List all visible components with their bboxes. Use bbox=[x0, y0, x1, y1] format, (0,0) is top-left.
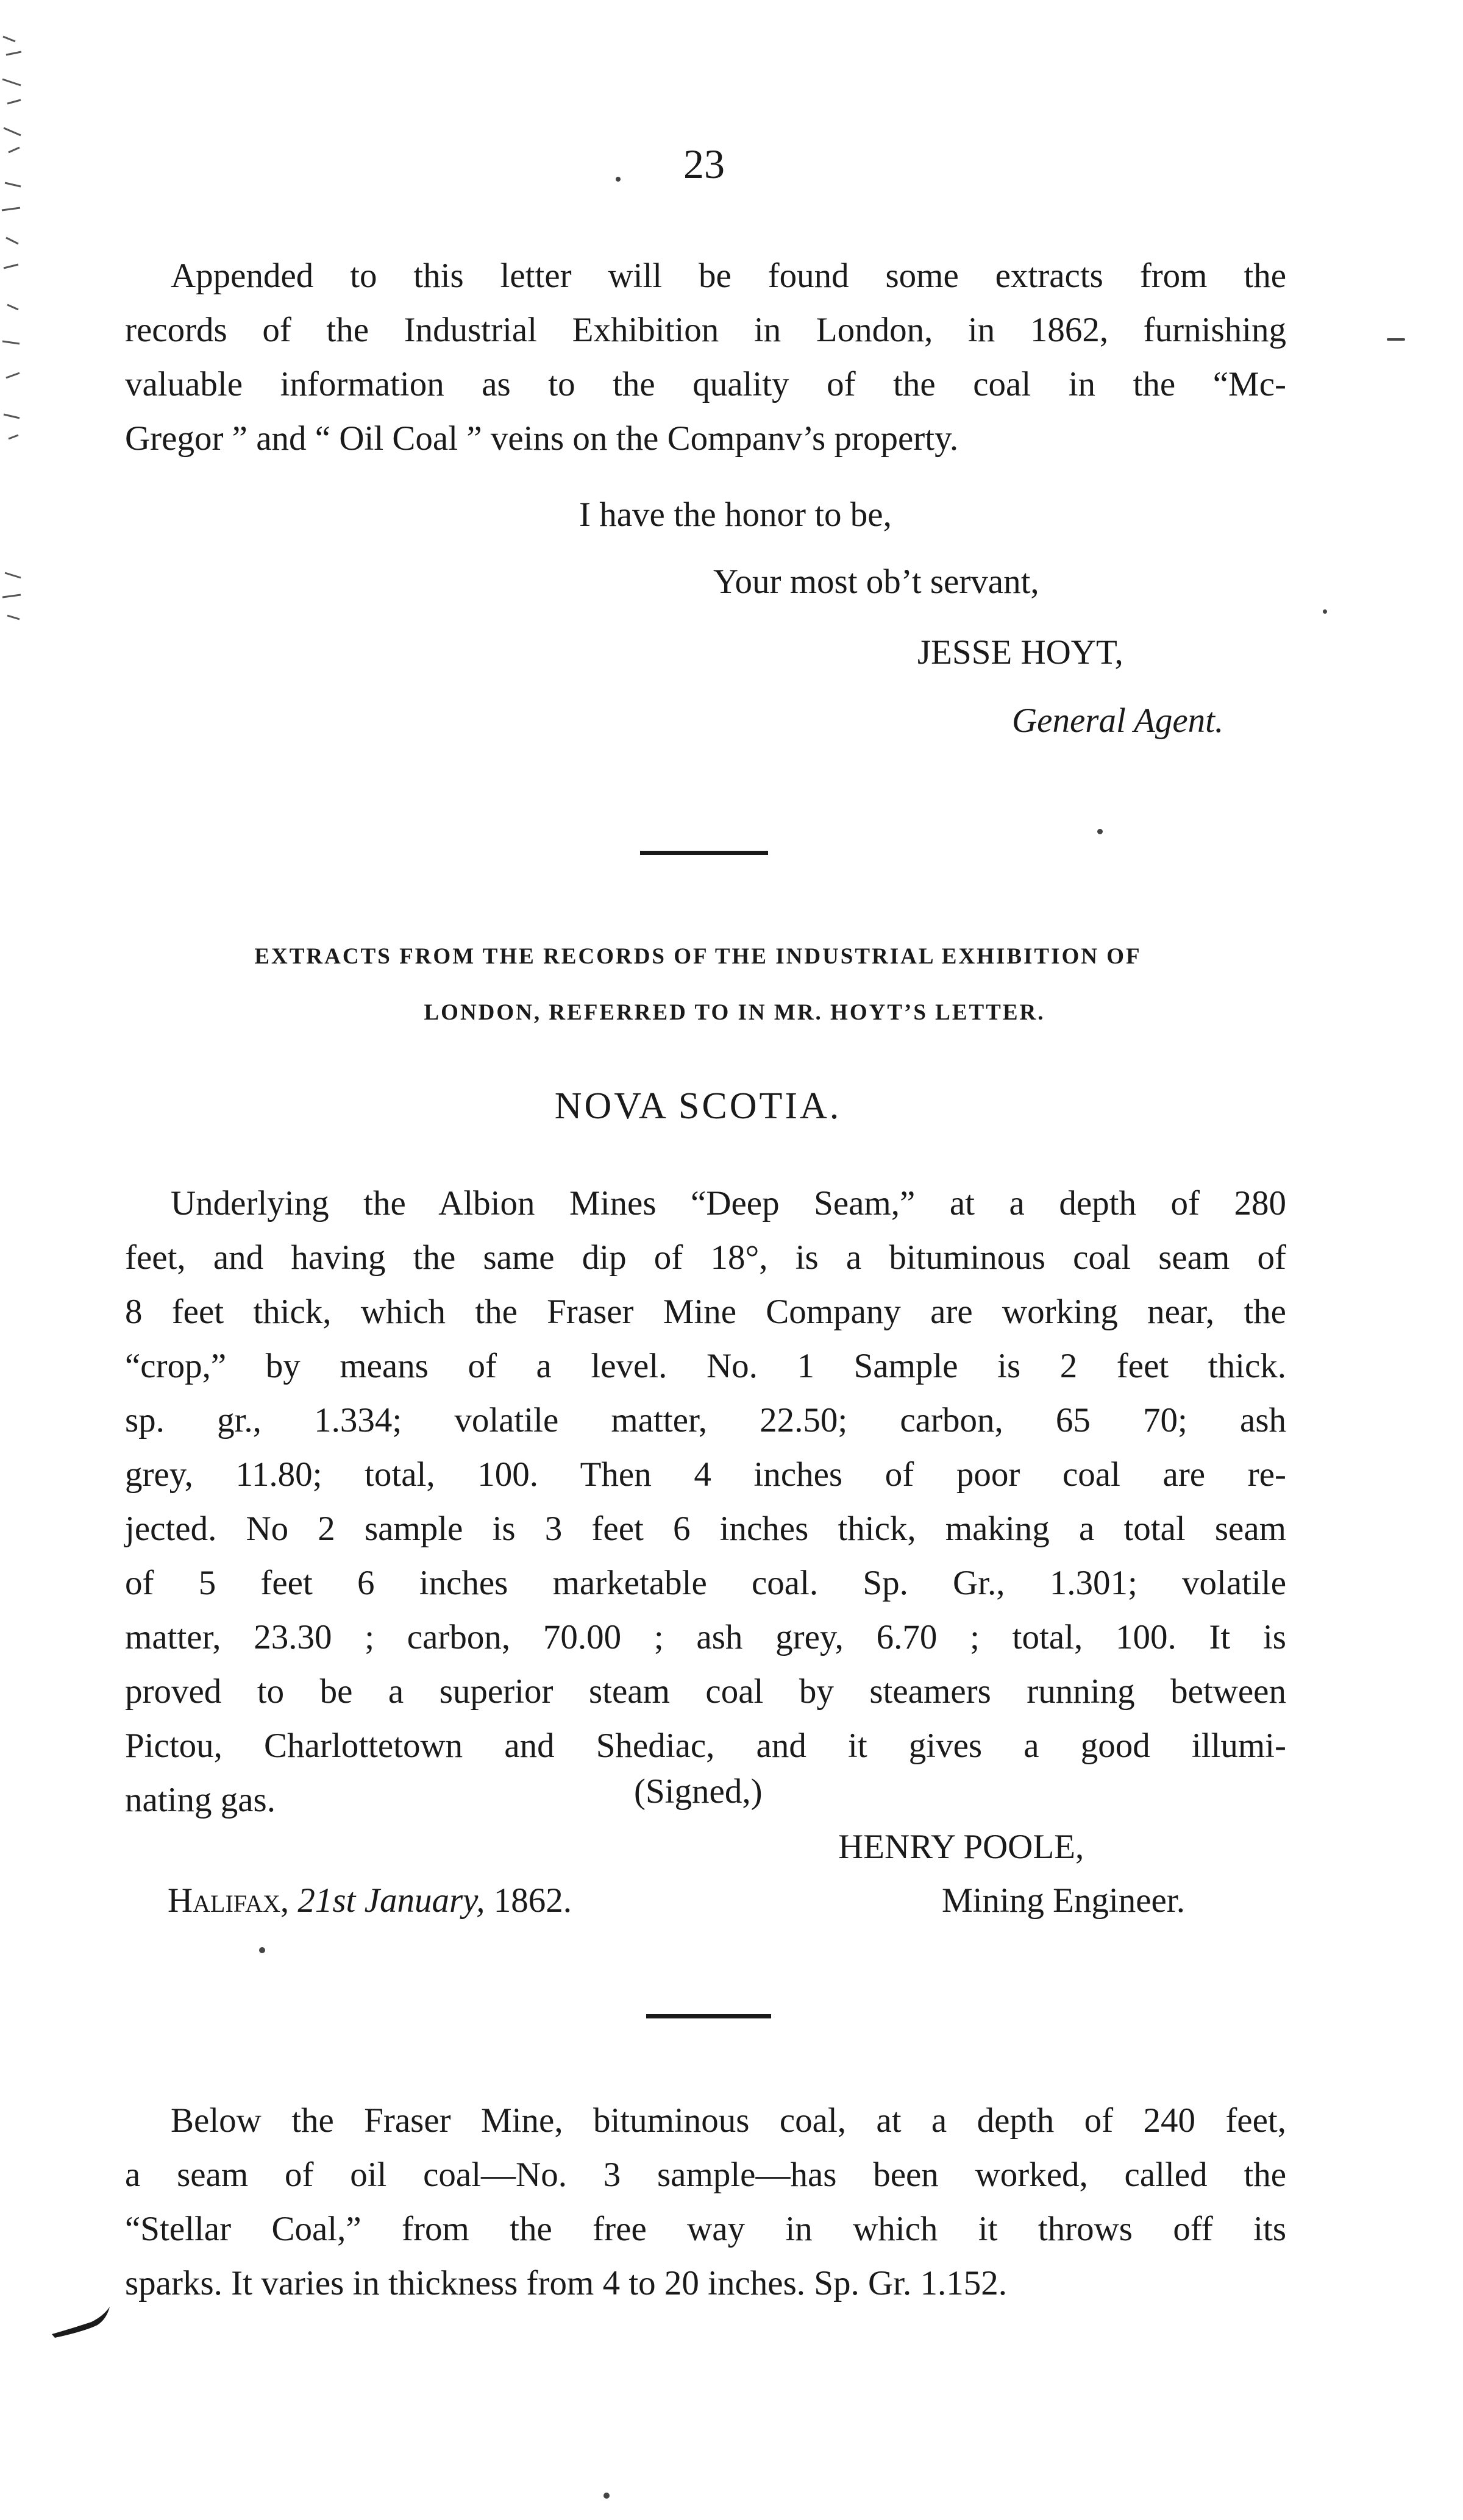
report-line: sp. gr., 1.334; volatile matter, 22.50; carbon, 65 70; ash bbox=[125, 1401, 1286, 1439]
report-line: Underlying the Albion Mines “Deep Seam,” at a depth of 280 bbox=[171, 1184, 1286, 1223]
print-speck bbox=[1387, 338, 1405, 341]
poole-report-paragraph bbox=[125, 1176, 1286, 1827]
page-edge-marks bbox=[0, 0, 73, 640]
letter-line: Gregor ” and “ Oil Coal ” veins on the Companv’s property. bbox=[125, 419, 959, 458]
report-signer-title: Mining Engineer. bbox=[942, 1881, 1185, 1920]
print-speck bbox=[1323, 609, 1327, 614]
report-line: feet, and having the same dip of 18°, is a bituminous coal seam of bbox=[125, 1238, 1286, 1277]
letter-line: Appended to this letter will be found some extracts from the bbox=[171, 257, 1286, 295]
letter-signer: JESSE HOYT, bbox=[917, 633, 1123, 672]
page-number: 23 bbox=[683, 141, 725, 187]
report-line: 8 feet thick, which the Fraser Mine Company are working near, the bbox=[125, 1293, 1286, 1331]
report-line: Below the Fraser Mine, bituminous coal, at a depth of 240 feet, bbox=[171, 2101, 1286, 2140]
letter-valediction: Your most ob’t servant, bbox=[713, 563, 1039, 601]
dateline-day: 21st bbox=[297, 1881, 356, 1920]
letter-paragraph bbox=[125, 249, 1286, 466]
section-title: NOVA SCOTIA. bbox=[554, 1085, 842, 1127]
ink-stroke-mark bbox=[49, 2298, 116, 2346]
report-signer: HENRY POOLE, bbox=[838, 1828, 1084, 1866]
report-line: “Stellar Coal,” from the free way in which it throws off its bbox=[125, 2210, 1286, 2248]
letter-closing: I have the honor to be, bbox=[579, 495, 892, 534]
stellar-report-paragraph bbox=[125, 2093, 1286, 2310]
letter-signer-title: General Agent. bbox=[1012, 701, 1224, 740]
report-line: jected. No 2 sample is 3 feet 6 inches thick, making a total seam bbox=[125, 1510, 1286, 1548]
report-line: Pictou, Charlottetown and Shediac, and it gives a good illumi- bbox=[125, 1727, 1286, 1765]
section-divider bbox=[646, 2014, 771, 2018]
extracts-heading-line-2: LONDON, REFERRED TO IN MR. HOYT’S LETTER. bbox=[424, 1000, 1045, 1025]
report-line: “crop,” by means of a level. No. 1 Sample is 2 feet thick. bbox=[125, 1347, 1286, 1385]
dateline-month: January, bbox=[364, 1881, 485, 1920]
dateline-place: Halifax, bbox=[168, 1881, 290, 1920]
report-line: nating gas. bbox=[125, 1781, 276, 1819]
print-speck bbox=[603, 2493, 610, 2499]
report-line: sparks. It varies in thickness from 4 to 20 inches. Sp. Gr. 1.152. bbox=[125, 2264, 1007, 2302]
print-speck bbox=[259, 1947, 265, 1953]
report-line: of 5 feet 6 inches marketable coal. Sp. Gr., 1.301; volatile bbox=[125, 1564, 1286, 1602]
print-speck bbox=[616, 177, 621, 182]
print-speck bbox=[1097, 829, 1103, 834]
extracts-heading-line-1: EXTRACTS FROM THE RECORDS OF THE INDUSTRIAL EXHIBITION OF bbox=[254, 944, 1142, 969]
letter-line: records of the Industrial Exhibition in London, in 1862, furnishing bbox=[125, 311, 1286, 349]
letter-line: valuable information as to the quality of the coal in the “Mc- bbox=[125, 365, 1286, 403]
report-line: grey, 11.80; total, 100. Then 4 inches of poor coal are re- bbox=[125, 1455, 1286, 1494]
dateline-year: 1862. bbox=[493, 1881, 572, 1920]
section-divider bbox=[640, 851, 768, 855]
report-line: proved to be a superior steam coal by steamers running between bbox=[125, 1672, 1286, 1711]
report-dateline bbox=[168, 1881, 572, 1920]
report-line: matter, 23.30 ; carbon, 70.00 ; ash grey, 6.70 ; total, 100. It is bbox=[125, 1618, 1286, 1656]
signed-note: (Signed,) bbox=[634, 1772, 763, 1811]
report-line: a seam of oil coal—No. 3 sample—has been worked, called the bbox=[125, 2156, 1286, 2194]
